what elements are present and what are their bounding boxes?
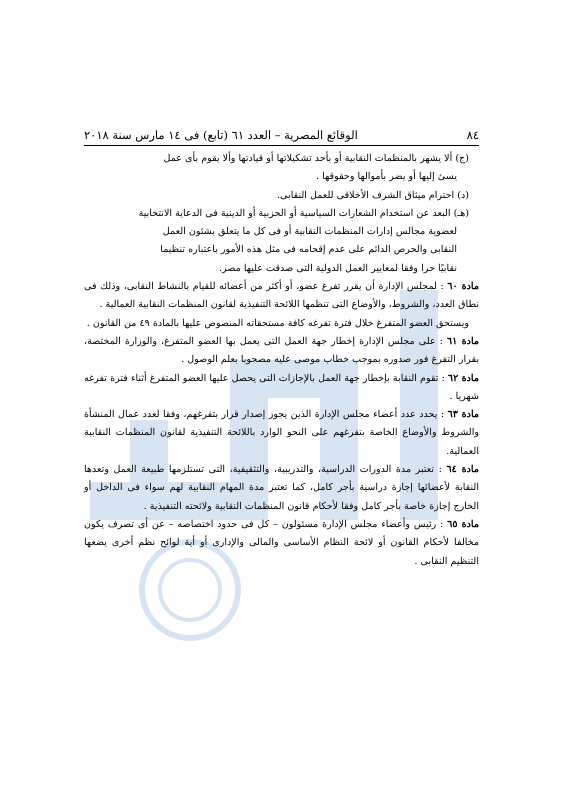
header-title: الوقائع المصرية – العدد ٦١ (تابع) فى ١٤ مارس سنة ٢٠١٨	[84, 128, 358, 142]
paragraph	[84, 260, 479, 278]
paragraph	[84, 205, 479, 223]
paragraph-text: النقابى والحرص الدائم على عدم إقحامه فى مثل هذه الأمور باعتباره تنظيما	[160, 244, 457, 256]
header-page-number: ٨٤	[466, 128, 479, 142]
paragraph-text: (ج) ألا يشهر بالمنظمات النقابية أو بأحد تشكيلاتها أو قيادتها وألا يقوم بأى عمل	[163, 153, 469, 164]
paragraph-text: ويستحق العضو المتفرغ خلال فترة تفرغه كافة مستحقاته المنصوص عليها بالمادة ٤٩ من القانون .	[86, 317, 469, 329]
article-number: مادة ٦٠	[447, 281, 479, 293]
paragraph-text: : تعتبر مدة الدورات الدراسية، والتدريبية، والتثقيفية، التى تستلزمها طبيعة العمل وتعدها النقابة لأعضائها إجازة دراسية بأجر كامل، كما تعتبر مدة المهام النقابية لهم سواء فى الداخل أو الخارج إجازة خاصة بأجر كامل وفقا لأحكام قانون المنظمات النقابية ولائحته التنفيذية .	[84, 464, 479, 512]
paragraph	[84, 187, 479, 205]
document-body	[84, 150, 479, 571]
article-number: مادة ٦١	[446, 335, 480, 347]
paragraph	[84, 223, 479, 241]
document-page	[84, 128, 479, 571]
paragraph	[84, 150, 479, 168]
paragraph	[84, 168, 479, 186]
page-header	[84, 128, 479, 146]
paragraph	[84, 241, 479, 259]
article-paragraph	[84, 370, 479, 407]
paragraph-text: (هـ) البعد عن استخدام الشعارات السياسية أو الحزبية أو الدينية فى الدعاية الانتخابية	[138, 207, 469, 219]
paragraph-text: : رئيس وأعضاء مجلس الإدارة مسئولون – كل فى حدود اختصاصه – عن أى تصرف يكون مخالفا لأحكام القانون أو لائحة النظام الأساسى والمالى والإدارى أو أية لوائح نظم أخرى يضعها التنظيم النقابى .	[84, 518, 479, 567]
paragraph-text: يسئ إليها أو يضر بأموالها وحقوقها .	[316, 171, 457, 183]
article-number: مادة ٦٤	[446, 464, 479, 476]
paragraph-text: : لمجلس الإدارة أن يقرر تفرغ عضو، أو أكثر من أعضائه للقيام بالنشاط النقابى، وذلك فى نطاق العدد، والشروط، والأوضاع التى تنظمها اللائحة التنفيذية لقانون المنظمات النقابية العمالية .	[84, 281, 479, 311]
article-paragraph	[84, 333, 479, 370]
article-paragraph	[84, 461, 479, 516]
paragraph-text: لعضوية مجالس إدارات المنظمات النقابية أو فى كل ما يتعلق بشئون العمل	[162, 226, 457, 238]
article-paragraph	[84, 406, 479, 461]
paragraph-text: : تقوم النقابة بإخطار جهة العمل بالإجازات التى يحصل عليها العضو المتفرغ أثناء فترة تفرغه شهريا .	[84, 372, 479, 402]
article-paragraph	[84, 278, 479, 315]
article-number: مادة ٦٢	[447, 372, 479, 384]
paragraph	[84, 315, 479, 333]
article-paragraph	[84, 516, 479, 571]
paragraph-text: : على مجلس الإدارة إخطار جهة العمل التى يعمل بها العضو المتفرغ، والوزارة المختصة، بقرار التفرغ فور صدوره بموجب خطاب موصى عليه مصحوبا بعلم الوصول .	[84, 335, 479, 366]
paragraph-text: : يحدد عدد أعضاء مجلس الإدارة الذين يجوز إصدار قرار بتفرغهم، وفقا لعدد عمال المنشأة والشروط والأوضاع الخاصة بتفرغهم على النحو الوارد باللائحة التنفيذية لقانون المنظمات النقابية العمالية.	[84, 409, 479, 457]
paragraph-text: (د) احترام ميثاق الشرف الأخلاقى للعمل النقابى.	[276, 189, 469, 201]
article-number: مادة ٦٣	[447, 409, 480, 421]
paragraph-text: نقابيًا حرا وفقا لمعايير العمل الدولية التى صدقت عليها مصر.	[218, 262, 457, 274]
article-number: مادة ٦٥	[447, 518, 479, 530]
